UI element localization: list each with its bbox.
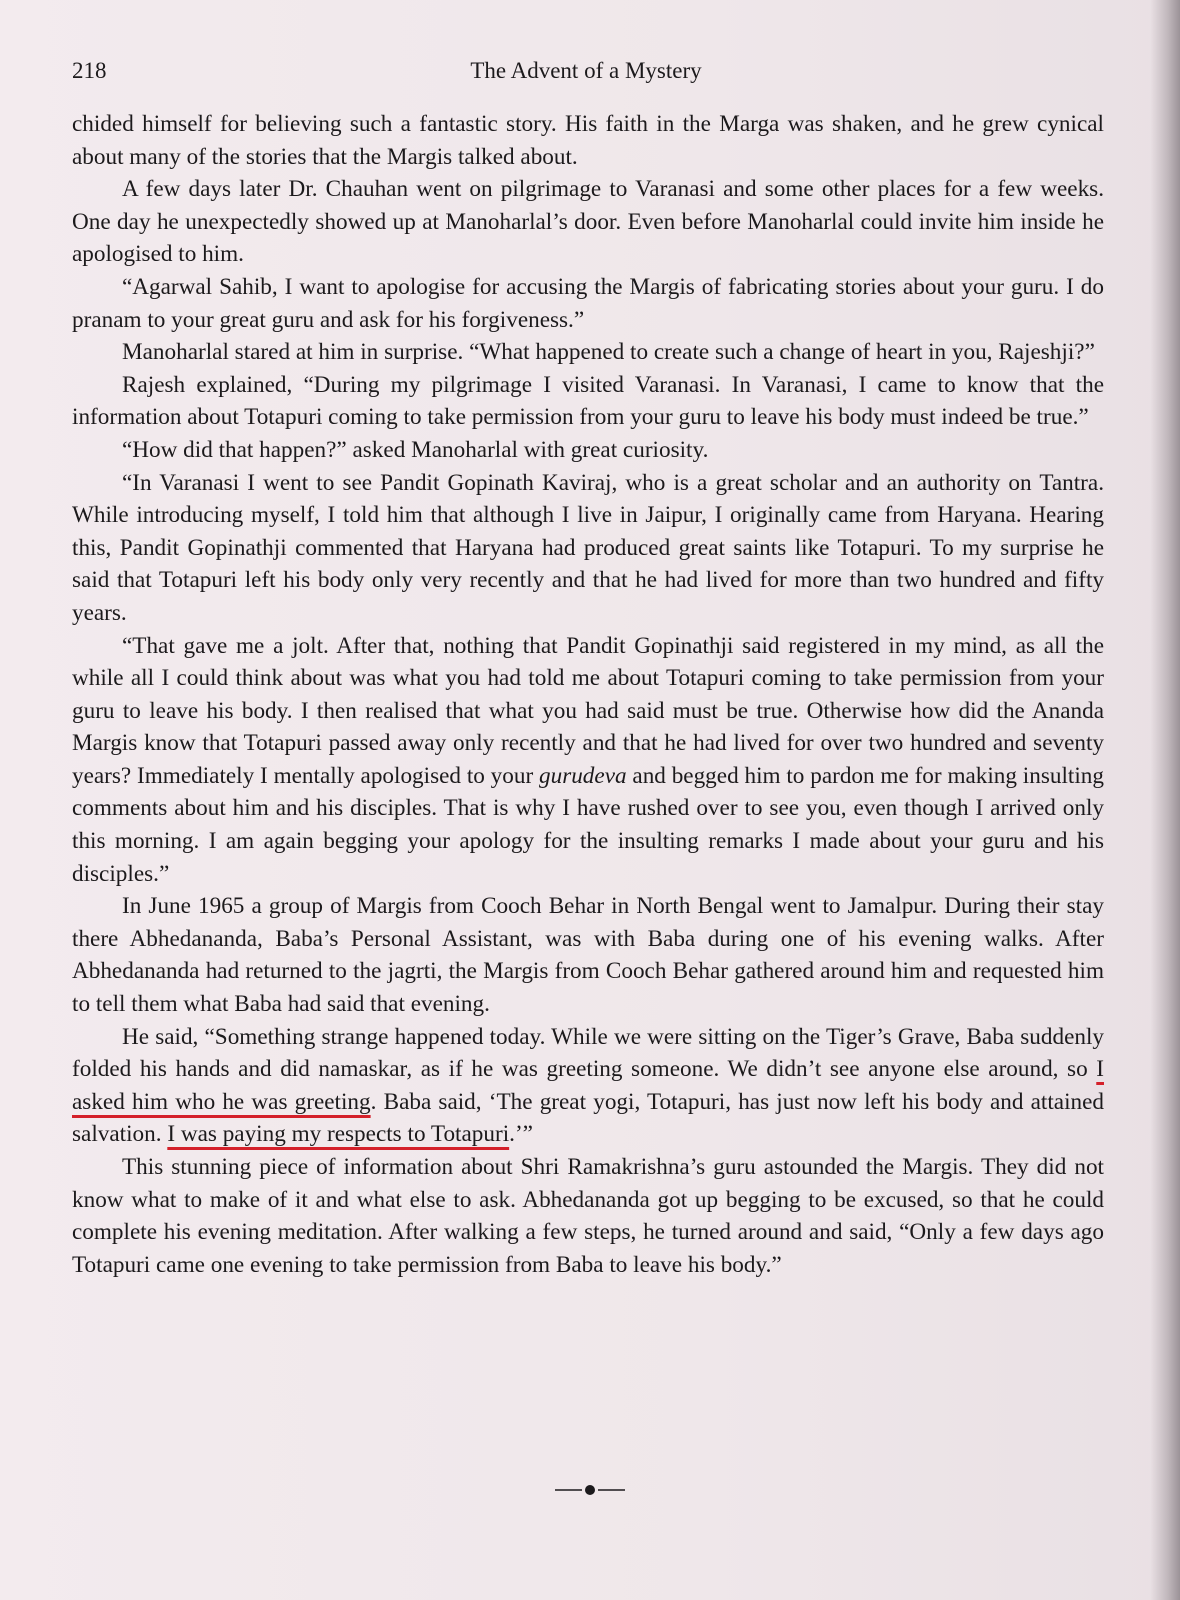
red-underlined-text: I asked him who he was greeting bbox=[72, 1056, 1104, 1115]
paragraph-text: “That gave me a jolt. After that, nothing that Pandit Gopinathji said registered in my mind, as all the while all I could think about was what you had told me about Totapuri coming to take permission from your guru to leave his body. I then realised that what you had said must be true. Otherwise how did the Ananda Margis know that Totapuri passed away only recently and that he had lived for over two hundred and seventy years? Immediately I mentally apologised to your bbox=[72, 632, 1104, 789]
body-text bbox=[72, 108, 1104, 1281]
paragraph-text: . Baba said, ‘The great yogi, Totapuri, has just now left his body and attained salvation. bbox=[72, 1088, 1105, 1148]
paragraph: “How did that happen?” asked Manoharlal with great curiosity. bbox=[122, 436, 709, 463]
paragraph: “In Varanasi I went to see Pandit Gopinath Kaviraj, who is a great scholar and an authority on Tantra. While introducing myself, I told him that although I live in Jaipur, I originally came from Haryana. Hearing this, Pandit Gopinathji commented that Haryana had produced great saints like Totapuri. To my surprise he said that Totapuri left his body only very recently and that he had lived for more than two hundred and fifty years. bbox=[72, 469, 1104, 626]
paragraph bbox=[72, 1021, 1104, 1151]
paragraph: “Agarwal Sahib, I want to apologise for accusing the Margis of fabricating stories about your guru. I do pranam to your great guru and ask for his forgiveness.” bbox=[72, 273, 1104, 333]
paragraph-text: He said, “Something strange happened today. While we were sitting on the Tiger’s Grave, Baba suddenly folded his hands and did namaskar, as if he was greeting someone. We didn’t see anyone else around, so bbox=[72, 1023, 1104, 1083]
page-number: 218 bbox=[72, 58, 107, 83]
running-title: The Advent of a Mystery bbox=[470, 58, 702, 83]
paragraph-text: .’” bbox=[509, 1121, 533, 1148]
page-edge-shadow bbox=[1150, 0, 1180, 1600]
paragraph-text: and begged him to pardon me for making insulting comments about him and his disciples. That is why I have rushed over to see you, even though I arrived only this morning. I am again begging your apology for the insulting remarks I made about your guru and his disciples.” bbox=[72, 762, 1104, 887]
paragraph bbox=[72, 630, 1104, 891]
paragraph: chided himself for believing such a fantastic story. His faith in the Marga was shaken, and he grew cynical about many of the stories that the Margis talked about. bbox=[72, 111, 1104, 170]
paragraph: In June 1965 a group of Margis from Cooch Behar in North Bengal went to Jamalpur. During their stay there Abhedananda, Baba’s Personal Assistant, was with Baba during one of his evening walks. After Abhedananda had returned to the jagrti, the Margis from Cooch Behar gathered around him and requested him to tell them what Baba had said that evening. bbox=[72, 893, 1104, 1018]
paragraph: Manoharlal stared at him in surprise. “What happened to create such a change of heart in you, Rajeshji?” bbox=[122, 339, 1095, 366]
section-end-ornament-icon bbox=[555, 1480, 625, 1500]
paragraph: Rajesh explained, “During my pilgrimage I visited Varanasi. In Varanasi, I came to know that the information about Totapuri coming to take permission from your guru to leave his body must indeed be true.” bbox=[72, 371, 1104, 431]
paragraph: A few days later Dr. Chauhan went on pilgrimage to Varanasi and some other places for a few weeks. One day he unexpectedly showed up at Manoharlal’s door. Even before Manoharlal could invite him inside he apologised to him. bbox=[72, 176, 1104, 268]
paragraph: This stunning piece of information about Shri Ramakrishna’s guru astounded the Margis. They did not know what to make of it and what else to ask. Abhedananda got up begging to be excused, so that he could complete his evening meditation. After walking a few steps, he turned around and said, “Only a few days ago Totapuri came one evening to take permission from Baba to leave his body.” bbox=[72, 1154, 1104, 1278]
italic-term: gurudeva bbox=[539, 762, 627, 789]
red-underlined-text: I was paying my respects to Totapuri bbox=[167, 1121, 510, 1148]
page-header bbox=[72, 58, 1100, 88]
